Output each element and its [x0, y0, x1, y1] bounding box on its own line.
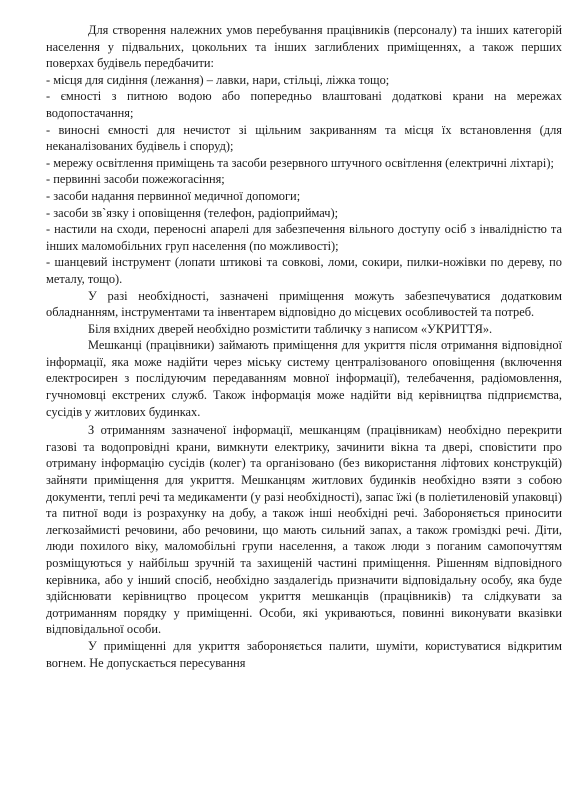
list-item: - первинні засоби пожежогасіння;: [46, 172, 225, 187]
list-item: - місця для сидіння (лежання) – лавки, нари, стільці, ліжка тощо;: [46, 72, 390, 87]
list-item: - шанцевий інструмент (лопати штикові та совкові, ломи, сокири, пилки-ножівки по дереву, по металу, тощо).: [46, 255, 562, 286]
list-item: - настили на сходи, переносні апарелі для забезпечення вільного доступу осіб з інвалідністю та інших маломобільних груп населення (по можливості);: [46, 222, 562, 253]
equipment-paragraph: У разі необхідності, зазначені приміщення можуть забезпечуватися додатковим обладнанням, інструментами та інвентарем відповідно до місцевих особливостей та потреб.: [46, 288, 562, 320]
list-item: - засоби надання первинної медичної допомоги;: [46, 188, 301, 203]
sign-paragraph: Біля вхідних дверей необхідно розмістити табличку з написом «УКРИТТЯ».: [88, 321, 493, 336]
list-item: - виносні ємності для нечистот зі щільним закриванням та місця їх встановлення (для неканалізованих будівель і споруд);: [46, 122, 562, 154]
intro-paragraph: Для створення належних умов перебування працівників (персоналу) та інших категорій населення у підвальних, цокольних та інших заглиблених приміщеннях, а також перших поверхах будівель передбачити:: [46, 23, 562, 71]
occupy-paragraph: Мешканці (працівники) займають приміщення для укриття після отримання відповідної інформації, яка може надійти через міську систему централізованого оповіщення (включення електросирен з послідуючим передаванням мовної інформації), телебачення, радіомовлення, гучномовці екстрених служб. Також інформація може надійти від керівництва підприємства, сусідів у житлових будинках.: [46, 338, 562, 419]
list-item: - ємності з питною водою або попередньо влаштовані додаткові крани на мережах водопостачання;: [46, 89, 562, 120]
list-item: - засоби зв`язку і оповіщення (телефон, радіоприймач);: [46, 205, 339, 220]
list-item: - мережу освітлення приміщень та засоби резервного штучного освітлення (електричні ліхтарі);: [46, 155, 554, 170]
prohibit-paragraph: У приміщенні для укриття забороняється палити, шуміти, користуватися відкритим вогнем. Не допускається пересування: [46, 638, 562, 670]
actions-paragraph: З отриманням зазначеної інформації, мешканцям (працівникам) необхідно перекрити газові та водопровідні крани, вимкнути електрику, зачинити вікна та двері, сповістити про отриману інформацію сусідів (колег) та організовано (без використання ліфтових конструкцій) зайняти приміщення для укриття. Мешканцям житлових будинків необхідно взяти з собою документи, теплі речі та медикаменти (у разі необхідності), запас їжі (в поліетиленовій упаковці) та питної води із розрахунку на добу, а також інші необхідні речі. Забороняється приносити легкозаймисті речовини, або речовини, що мають сильний запах, а також громіздкі речі. Діти, люди похилого віку, маломобільні групи населення, а також люди з поганим самопочуттям розміщуються у найбільш зручній та захищеній частині приміщення. Рішенням відповідного керівника, або у інший спосіб, необхідно заздалегідь призначити відповідальну особу, яка буде здійснювати керівництво процесом укриття мешканців (працівників) та слідкувати за дотриманням порядку у приміщенні. Особи, які укриваються, повинні виконувати вказівки відповідальної особи.: [46, 423, 562, 637]
